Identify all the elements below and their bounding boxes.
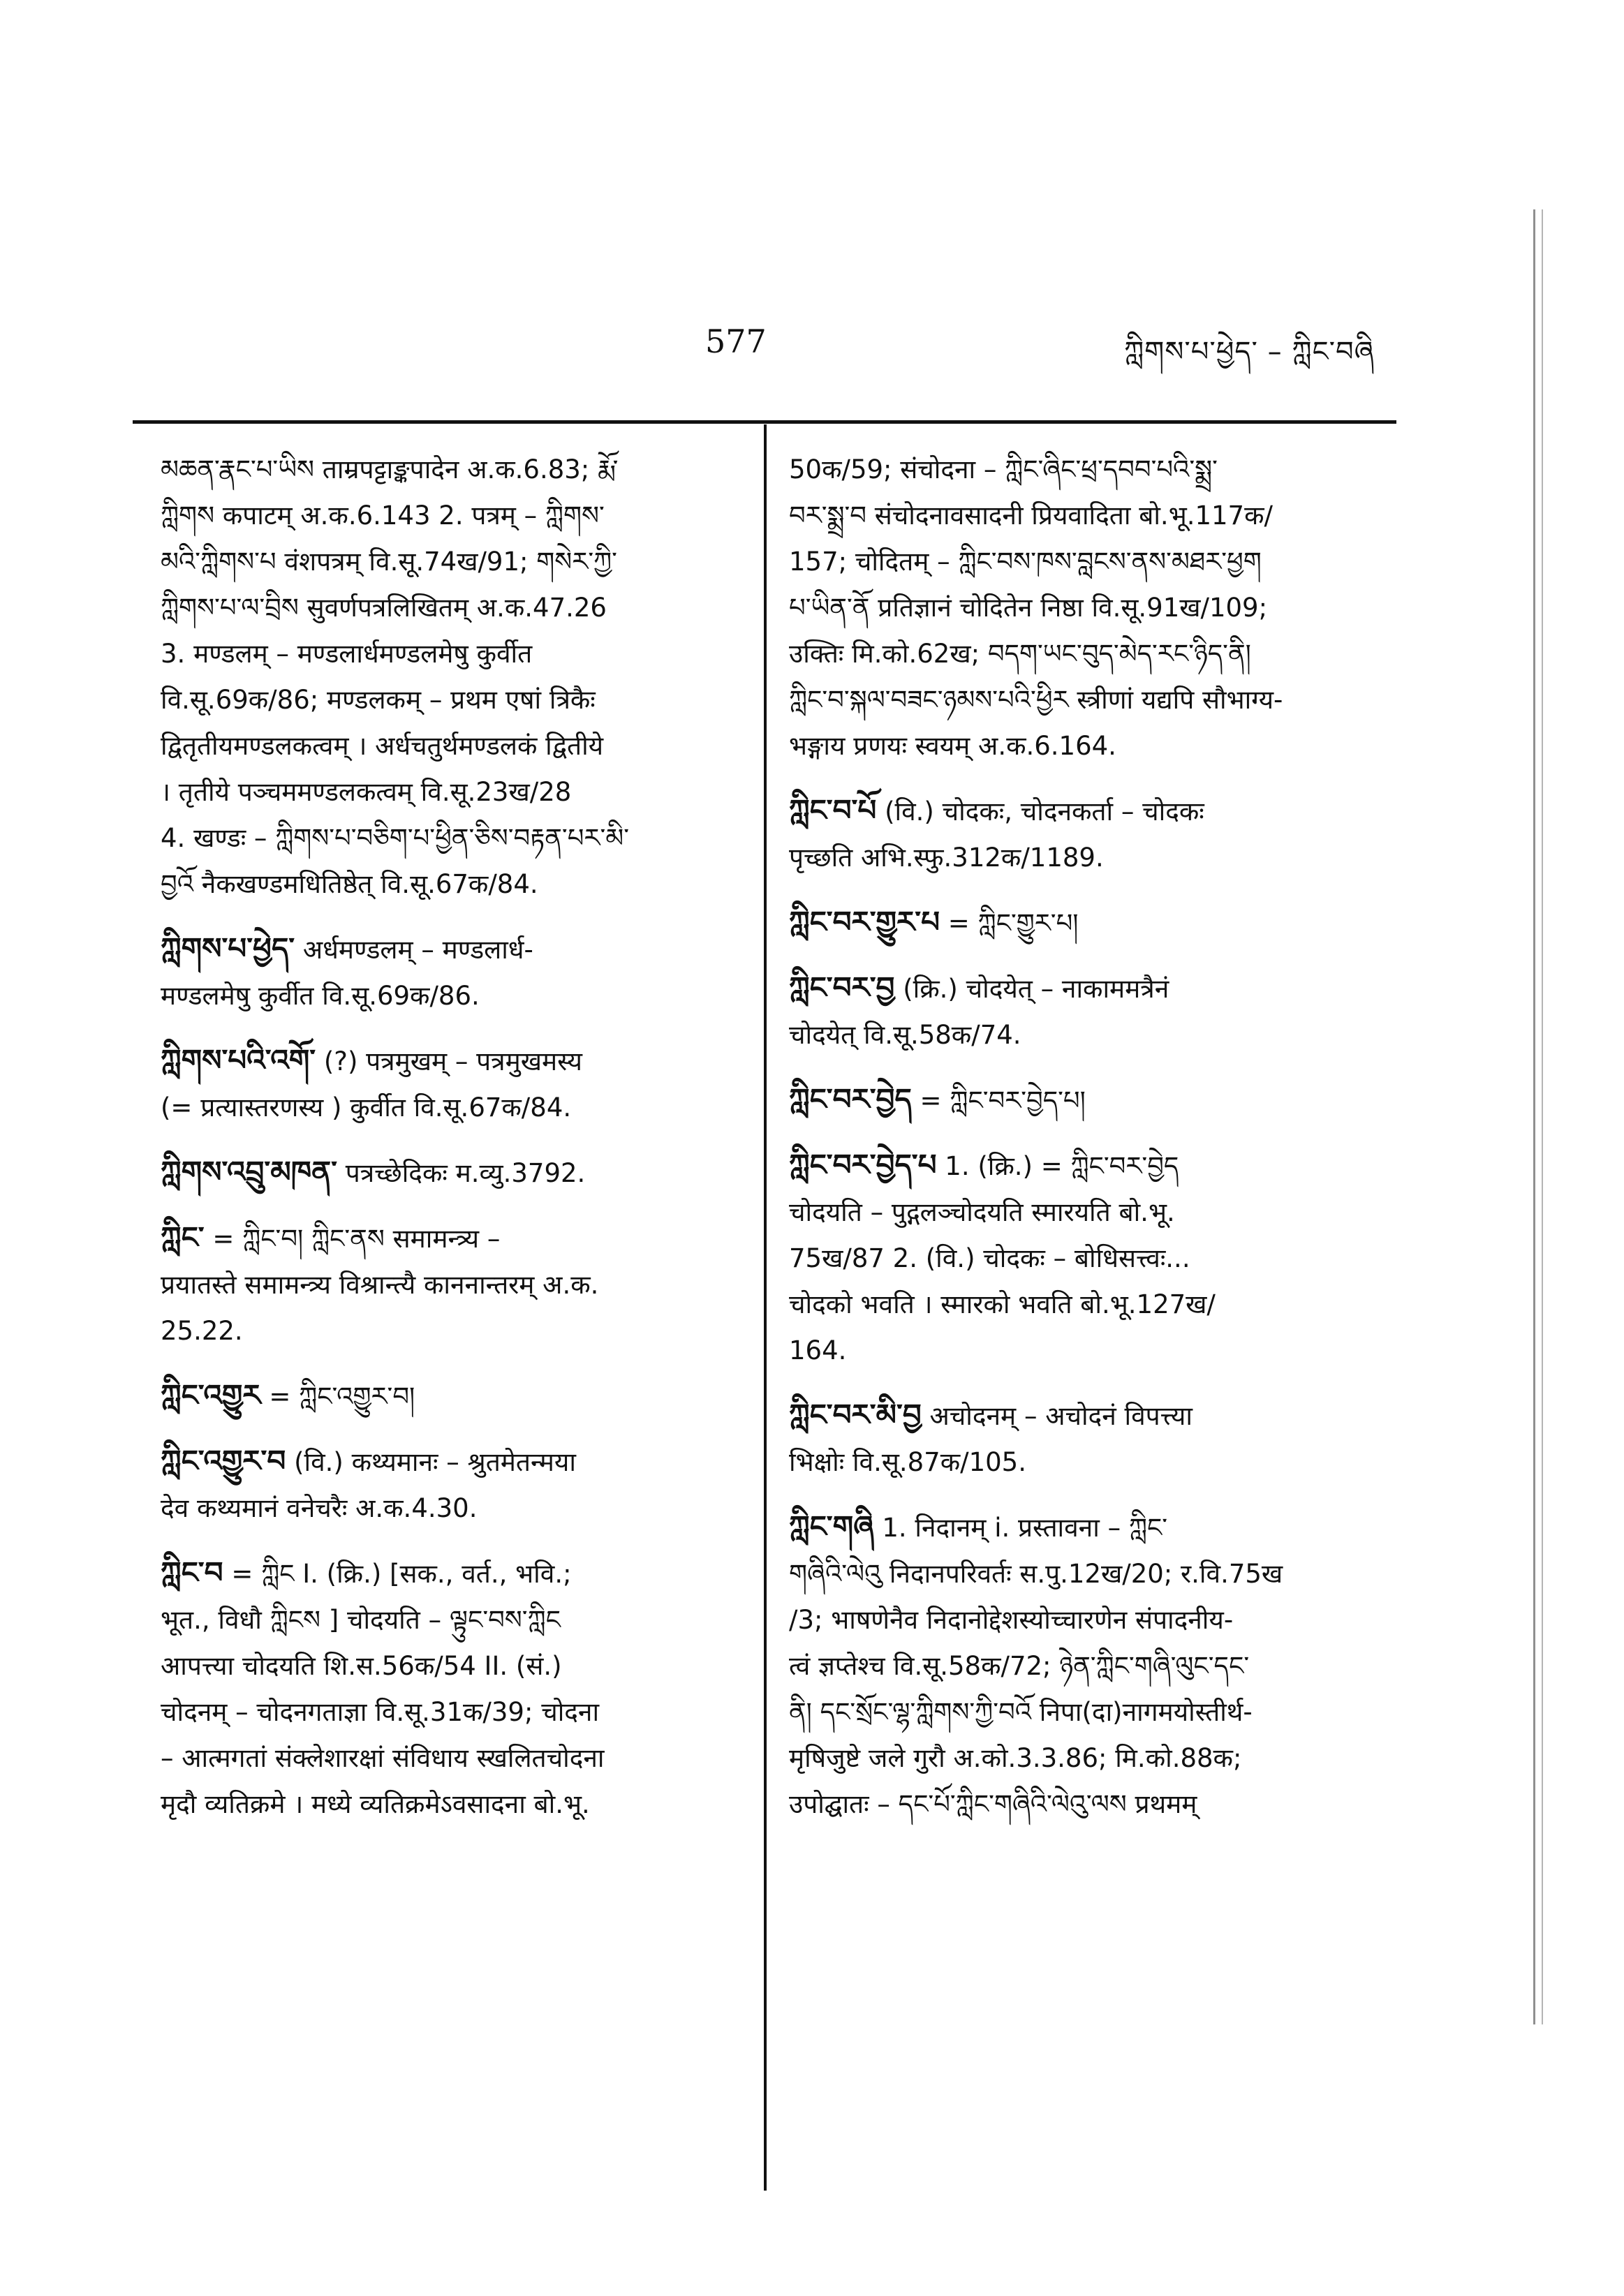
entry-line: 4. खण्डः – ཀླིགས་པ་བཅིག་པ་ཕྱིན་ཅིས་བརྟན་པར་མི་ (161, 823, 629, 853)
column-divider (764, 424, 767, 2191)
entry-line: । तृतीये पञ्चममण्डलकत्वम् वि.सू.23ख/28 (161, 777, 572, 807)
entry-line: = ཀླིང་བར་བྱེད་པ། (920, 1086, 1086, 1116)
entry-headword: ཀླིགས་འབྲུ་མཁན་ (161, 1155, 337, 1189)
entry-line: ཀླིགས་པ་ལ་བྲིས सुवर्णपत्रलिखितम् अ.क.47.26 (161, 593, 607, 623)
page-number: 577 (705, 323, 767, 360)
dictionary-entry (161, 1550, 740, 1828)
entry-line: भूत., विधौ ཀླིངས ] चोदयति – ལྟུང་བས་ཀླིང (161, 1605, 561, 1635)
entry-line: द्वितृतीयमण्डलकत्वम् । अर्धचतुर्थमण्डलकं द्वितीये (161, 731, 604, 761)
entry-line: གཞིའི་ལེའུ निदानपरिवर्तः स.पु.12ख/20; र.वि.75ख (789, 1559, 1283, 1589)
entry-line: पत्रच्छेदिकः म.व्यु.3792. (345, 1158, 586, 1188)
entry-headword: ཀླིང་བར་མི་བྱ (789, 1398, 922, 1432)
entry-line: 1. (क्रि.) = ཀླིང་བར་བྱེད (945, 1151, 1179, 1181)
entry-line: 25.22. (161, 1316, 243, 1346)
dictionary-entry (161, 1438, 740, 1532)
entry-line: उक्तिः मि.को.62ख; བདག་ཡང་བུད་མེད་རང་ཉིད་ནི། (789, 639, 1251, 669)
entry-headword: ཀླིང་འགྱུར་བ (161, 1444, 286, 1478)
entry-line: (वि.) चोदकः, चोदनकर्ता – चोदकः (885, 797, 1204, 827)
right-column (789, 447, 1389, 1846)
header-rule (133, 420, 1396, 424)
entry-line: 1. निदानम् i. प्रस्तावना – ཀླིང་ (882, 1513, 1167, 1543)
entry-line: 50क/59; संचोदना – ཀླིང་ཞིང་ཕྲ་དབབ་པའི་སྨྲ་ (789, 454, 1218, 484)
entry-headword: ཀླིགས་པའི་འགོ་ (161, 1043, 316, 1077)
dictionary-entry (789, 899, 1389, 947)
entry-line: मृषिजुष्टे जले गुरौ अ.को.3.3.86; मि.को.88क; (789, 1743, 1242, 1773)
entry-headword: ཀླིང་བར་བྱེད (789, 1082, 912, 1116)
entry-line: प्रयातस्ते समामन्त्र्य विश्रान्त्यै काननान्तरम् अ.क. (161, 1270, 599, 1300)
dictionary-entry (789, 1142, 1389, 1374)
entry-line: चोदको भवति । स्मारको भवति बो.भू.127ख/ (789, 1289, 1216, 1319)
entry-line: ཀླིང་བ་སྐལ་བཟང་ཉམས་པའི་ཕྱིར स्त्रीणां यद्यपि सौभाग्य- (789, 685, 1283, 715)
dictionary-entry (789, 1392, 1389, 1486)
entry-line: वि.सू.69क/86; मण्डलकम् – प्रथम एषां त्रिकैः (161, 685, 596, 715)
entry-line: = ཀླིང་གྱུར་པ། (947, 908, 1079, 938)
entry-line: བྱའོ नैकखण्डमधितिष्ठेत् वि.सू.67क/84. (161, 869, 538, 899)
dictionary-entry (789, 965, 1389, 1058)
entry-line: = ཀླིང་བ། ཀླིང་ནས समामन्त्र्य – (212, 1224, 501, 1254)
entry-line: (?) पत्रमुखम् – पत्रमुखमस्य (323, 1046, 582, 1076)
entry-line: चोदयेत् वि.सू.58क/74. (789, 1020, 1021, 1050)
entry-line: (क्रि.) चोदयेत् – नाकाममत्रैनं (903, 974, 1169, 1004)
entry-line: = ཀླིང I. (क्रि.) [सक., वर्त., भवि.; (231, 1559, 572, 1589)
entry-line: /3; भाषणेनैव निदानोद्देशस्योच्चारणेन संपादनीय- (789, 1605, 1234, 1635)
entry-line: त्वं ज्ञप्तेश्च वि.सू.58क/72; ཉེན་ཀླིང་གཞི་ལུང་དང་ (789, 1651, 1250, 1681)
entry-line: मण्डलमेषु कुर्वीत वि.सू.69क/86. (161, 981, 480, 1011)
entry-line: 3. मण्डलम् – मण्डलार्धमण्डलमेषु कुर्वीत (161, 639, 533, 669)
entry-headword: ཀླིང་བར་བྱ (789, 970, 895, 1005)
entry-headword: ཀླིང་བར་གྱུར་པ (789, 905, 940, 939)
dictionary-entry (161, 447, 740, 908)
dictionary-entry (789, 787, 1389, 881)
entry-headword: ཀླིང་བ་པོ (789, 793, 877, 827)
dictionary-entry (789, 447, 1389, 769)
dictionary-entry (161, 926, 740, 1019)
entry-line: མའི་ཀླིགས་པ वंशपत्रम् वि.सू.74ख/91; གསེར་ཀྱི་ (161, 547, 617, 577)
entry-line: 75ख/87 2. (वि.) चोदकः – बोधिसत्त्वः... (789, 1243, 1190, 1273)
entry-line: भङ्गाय प्रणयः स्वयम् अ.क.6.164. (789, 731, 1116, 761)
entry-line: आपत्त्या चोदयति शि.स.56क/54 II. (सं.) (161, 1651, 562, 1681)
entry-headword: ཀླིང་གཞི (789, 1509, 874, 1543)
entry-line: པ་ཡིན་ནོ प्रतिज्ञानं चोदितेन निष्ठा वि.सू.91ख/109; (789, 593, 1268, 623)
page-edge-line (1542, 209, 1543, 2024)
left-column (161, 447, 740, 1846)
entry-line: ནི། དང་སྲོང་ལྷ་ཀླིགས་ཀྱི་བའོ निपा(दा)नागमयोस्तीर्थ- (789, 1697, 1253, 1727)
dictionary-entry (161, 1215, 740, 1354)
entry-line: पृच्छति अभि.स्फु.312क/1189. (789, 843, 1104, 873)
dictionary-entry (161, 1149, 740, 1197)
page-edge-line (1533, 209, 1535, 2024)
dictionary-entry (161, 1372, 740, 1420)
entry-headword: ཀླིང་བ (161, 1555, 223, 1590)
dictionary-entry (789, 1504, 1389, 1828)
entry-line: मृदौ व्यतिक्रमे । मध्ये व्यतिक्रमेऽवसादना बो.भू. (161, 1789, 590, 1819)
entry-line: 164. (789, 1335, 847, 1365)
entry-line: = ཀླིང་འགྱུར་བ། (269, 1382, 415, 1412)
entry-line: – आत्मगतां संक्लेशारक्षां संविधाय स्खलितचोदना (161, 1743, 605, 1773)
entry-line: चोदनम् – चोदनगताज्ञा वि.सू.31क/39; चोदना (161, 1697, 600, 1727)
entry-headword: ཀླིང་འགྱུར (161, 1378, 261, 1412)
entry-headword: ཀླིང་བར་བྱེད་པ (789, 1148, 937, 1182)
dictionary-entry (161, 1037, 740, 1131)
entry-line: བར་སྨྲ་བ संचोदनावसादनी प्रियवादिता बो.भू.117क/ (789, 501, 1273, 531)
entry-headword: ཀླིང་ (161, 1220, 205, 1254)
entry-line: अर्धमण्डलम् – मण्डलार्ध- (302, 935, 533, 965)
entry-headword: ཀླིགས་པ་ཕྱེད་ (161, 931, 295, 965)
entry-line: भिक्षोः वि.सू.87क/105. (789, 1447, 1026, 1477)
entry-line: ཀླིགས कपाटम् अ.क.6.143 2. पत्रम् – ཀླིགས་ (161, 501, 605, 531)
dictionary-entry (789, 1076, 1389, 1124)
entry-line: देव कथ्यमानं वनेचरैः अ.क.4.30. (161, 1493, 478, 1523)
entry-line: མཆན་རྣང་པ་ཡིས ताम्रपट्टाङ्कपादेन अ.क.6.83; རྨོ་ (161, 454, 619, 484)
entry-line: (= प्रत्यास्तरणस्य ) कुर्वीत वि.सू.67क/84. (161, 1093, 572, 1123)
entry-line: उपोद्घातः – དང་པོ་ཀླིང་གཞིའི་ལེའུ་ལས प्रथमम् (789, 1789, 1197, 1819)
entry-line: चोदयति – पुद्गलञ्चोदयति स्मारयति बो.भू. (789, 1197, 1175, 1227)
running-head: ཀླིགས་པ་ཕྱེད་ – ཀླིང་བཞི (1124, 336, 1375, 368)
entry-line: 157; चोदितम् – ཀླིང་བས་ཁས་བླངས་ནས་མཐར་ཕྱག (789, 547, 1262, 577)
entry-line: (वि.) कथ्यमानः – श्रुतमेतन्मया (294, 1447, 576, 1477)
entry-line: अचोदनम् – अचोदनं विपत्त्या (929, 1401, 1193, 1431)
